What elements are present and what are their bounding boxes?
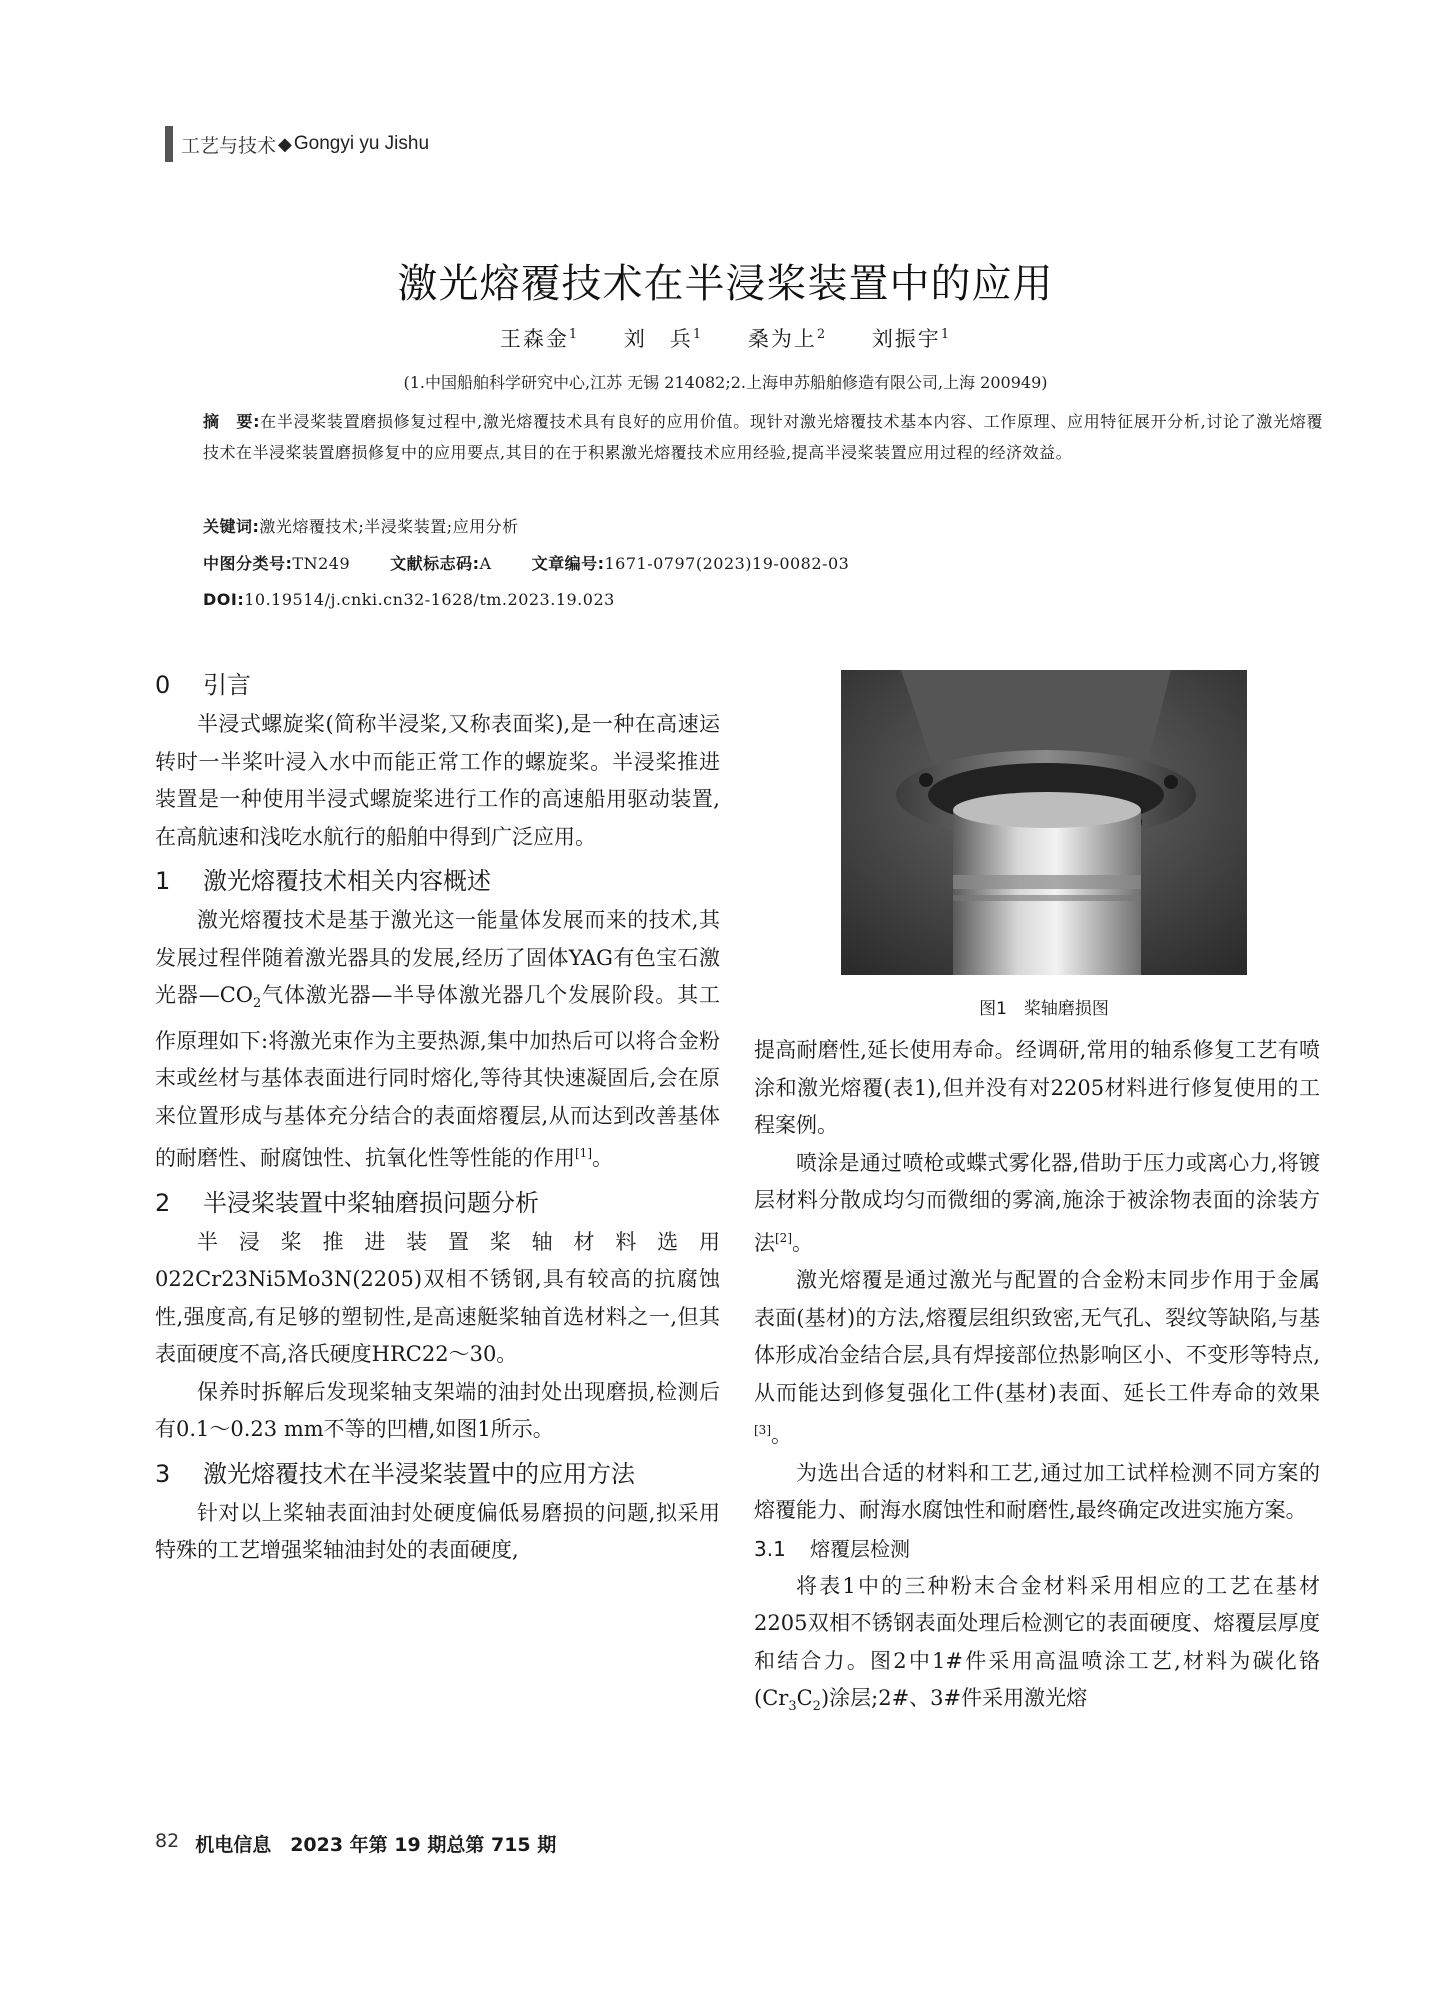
- shaft-illustration: [841, 670, 1247, 975]
- figure-caption: 图1 桨轴磨损图: [979, 999, 1109, 1019]
- header-section-en: Gongyi yu Jishu: [293, 133, 430, 154]
- keywords: [203, 511, 1323, 542]
- doi-text: 10.19514/j.cnki.cn32-1628/tm.2023.19.023: [244, 590, 615, 609]
- article-number: 文章编号:1671-0797(2023)19-0082-03: [531, 554, 850, 573]
- author-list: [0, 323, 1451, 353]
- paragraph: 喷涂是通过喷枪或蝶式雾化器,借助于压力或离心力,将镀层材料分散成均匀而微细的雾滴,施涂于被涂物表面的涂装方法[2]。: [754, 1150, 1320, 1255]
- document-code: 文献标志码:A: [390, 554, 492, 573]
- section-heading: 3 激光熔覆技术在半浸桨装置中的应用方法: [155, 1459, 635, 1488]
- section-header: [165, 126, 429, 162]
- header-section-cn: 工艺与技术: [181, 134, 277, 157]
- classification-line: [203, 548, 1323, 579]
- left-column: [155, 664, 720, 1570]
- abstract-label: 摘 要:: [203, 412, 260, 431]
- abstract: [203, 406, 1323, 468]
- citation: [3]: [754, 1423, 771, 1437]
- section-heading: 1 激光熔覆技术相关内容概述: [155, 867, 491, 895]
- paragraph: 将表1中的三种粉末合金材料采用相应的工艺在基材2205双相不锈钢表面处理后检测它的表面硬度、熔覆层厚度和结合力。图2中1#件采用高温喷涂工艺,材料为碳化铬$(Cr_3C_2)$涂层;2#、3#件采用激光熔: [754, 1573, 1320, 1715]
- paragraph: 保养时拆解后发现桨轴支架端的油封处出现磨损,检测后有0.1～0.23 mm不等的凹槽,如图1所示。: [155, 1379, 720, 1442]
- abstract-text: 在半浸桨装置磨损修复过程中,激光熔覆技术具有良好的应用价值。现针对激光熔覆技术基本内容、工作原理、应用特征展开分析,讨论了激光熔覆技术在半浸桨装置磨损修复中的应用要点,其目的在于积累激光熔覆技术应用经验,提高半浸桨装置应用过程的经济效益。: [203, 412, 1323, 462]
- header-bar: [165, 126, 173, 162]
- clc-number: 中图分类号:TN249: [203, 554, 351, 573]
- paragraph: 激光熔覆是通过激光与配置的合金粉末同步作用于金属表面(基材)的方法,熔覆层组织致密,无气孔、裂纹等缺陷,与基体形成冶金结合层,具有焊接部位热影响区小、不变形等特点,从而能达到修复强化工件(基材)表面、延长工件寿命的效果[3]。: [754, 1268, 1320, 1447]
- page-number: 82: [155, 1830, 180, 1852]
- article-title: 激光熔覆技术在半浸桨装置中的应用: [397, 261, 1054, 307]
- author: 刘 兵$^1$: [623, 327, 704, 351]
- doi-label: DOI:: [203, 590, 245, 609]
- diamond-icon: ◆: [278, 133, 292, 155]
- keywords-label: 关键词:: [203, 517, 260, 536]
- author: 桑为上$^2$: [747, 327, 828, 351]
- keywords-text: 激光熔覆技术;半浸桨装置;应用分析: [259, 517, 519, 536]
- paragraph: 半浸式螺旋桨(简称半浸桨,又称表面桨),是一种在高速运转时一半桨叶浸入水中而能正常工作的螺旋桨。半浸桨推进装置是一种使用半浸式螺旋桨进行工作的高速船用驱动装置,在高航速和浅吃水航行的船舶中得到广泛应用。: [155, 712, 720, 849]
- subsection-heading: 3.1 熔覆层检测: [754, 1536, 910, 1561]
- paragraph: 激光熔覆技术是基于激光这一能量体发展而来的技术,其发展过程伴随着激光器具的发展,经历了固体YAG有色宝石激光器$—CO_2$气体激光器—半导体激光器几个发展阶段。其工作原理如下:将激光束作为主要热源,集中加热后可以将合金粉末或丝材与基体表面进行同时熔化,等待其快速凝固后,会在原来位置形成与基体充分结合的表面熔覆层,从而达到改善基体的耐磨性、耐腐蚀性、抗氧化性等性能的作用[1]。: [155, 908, 720, 1171]
- paragraph: 提高耐磨性,延长使用寿命。经调研,常用的轴系修复工艺有喷涂和激光熔覆(表1),但并没有对2205材料进行修复使用的工程案例。: [754, 1038, 1320, 1137]
- affiliation: (1.中国船舶科学研究中心,江苏 无锡 214082;2.上海申苏船舶修造有限公司,上海 200949): [403, 373, 1048, 392]
- citation: [1]: [575, 1146, 592, 1161]
- page-footer: [155, 1830, 556, 1857]
- section-heading: 0 引言: [155, 671, 251, 699]
- doi: [203, 584, 1323, 615]
- paragraph: 为选出合适的材料和工艺,通过加工试样检测不同方案的熔覆能力、耐海水腐蚀性和耐磨性,最终确定改进实施方案。: [754, 1460, 1320, 1522]
- author: 王森金$^1$: [499, 327, 580, 351]
- author: 刘振宇$^1$: [871, 327, 952, 351]
- right-column: [754, 1032, 1320, 1726]
- section-heading: 2 半浸桨装置中桨轴磨损问题分析: [155, 1188, 539, 1217]
- propeller-shaft-photo: [841, 670, 1247, 975]
- paragraph: 半浸桨推进装置桨轴材料选用022Cr23Ni5Mo3N(2205)双相不锈钢,具有较高的抗腐蚀性,强度高,有足够的塑韧性,是高速艇桨轴首选材料之一,但其表面硬度不高,洛氏硬度HRC22～30。: [155, 1229, 720, 1367]
- citation: [2]: [775, 1230, 792, 1245]
- journal-issue: 机电信息 2023 年第 19 期总第 715 期: [195, 1834, 557, 1856]
- paragraph: 针对以上桨轴表面油封处硬度偏低易磨损的问题,拟采用特殊的工艺增强桨轴油封处的表面硬度,: [155, 1500, 720, 1563]
